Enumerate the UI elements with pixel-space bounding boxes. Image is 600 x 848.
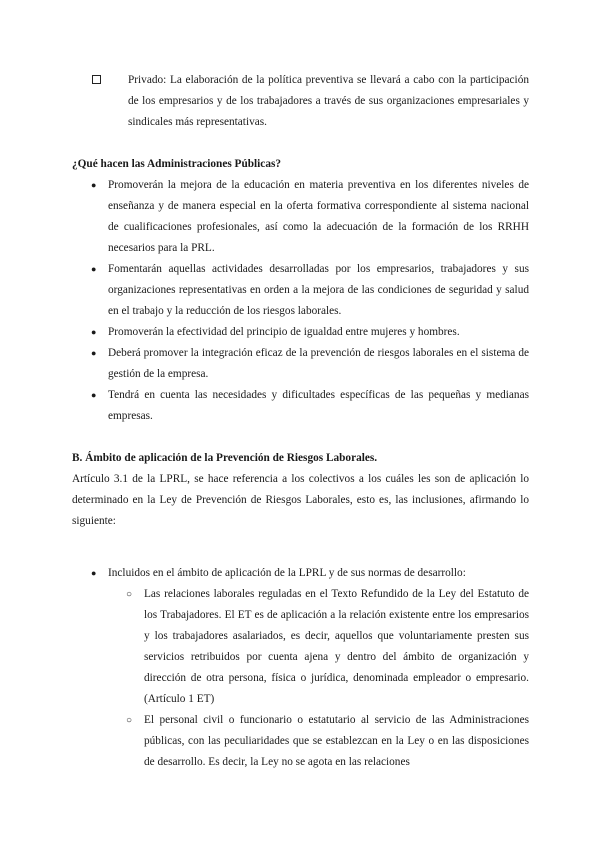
- section-heading-admin: ¿Qué hacen las Administraciones Públicas?: [72, 158, 282, 170]
- document-body: [72, 70, 529, 773]
- sub-list-item: ○ El personal civil o funcionario o estatutario al servicio de las Administraciones públicas, con las peculiaridades que se establezcan en la Ley o en las disposiciones de desarrollo. Es decir, la Ley no se agota en las relaciones: [108, 710, 529, 773]
- scope-paragraph: Artículo 3.1 de la LPRL, se hace referencia a los colectivos a los cuáles les son de aplicación lo determinado en la Ley de Prevención de Riesgos Laborales, esto es, las inclusiones, afirmando lo siguiente:: [72, 473, 529, 527]
- scope-bullet-list: [72, 563, 529, 584]
- section-heading-scope: B. Ámbito de aplicación de la Prevención de Riesgos Laborales.: [72, 452, 378, 464]
- checkbox-item: [92, 70, 529, 133]
- scope-sub-list: [72, 584, 529, 773]
- list-item: ● Deberá promover la integración eficaz de la prevención de riesgos laborales en el sistema de gestión de la empresa.: [72, 343, 529, 385]
- checkbox-text: Privado: La elaboración de la política preventiva se llevará a cabo con la participación de los empresarios y de los trabajadores a través de sus organizaciones empresariales y sindicales más representativas.: [128, 74, 529, 128]
- bullet-icon: ●: [91, 390, 97, 400]
- bullet-icon: ●: [91, 180, 97, 190]
- admin-bullet-list: [72, 175, 529, 427]
- list-item: ● Promoverán la efectividad del principio de igualdad entre mujeres y hombres.: [72, 322, 529, 343]
- sub-list-item: ○ Las relaciones laborales reguladas en el Texto Refundido de la Ley del Estatuto de los Trabajadores. El ET es de aplicación a la relación existente entre los empresarios y los trabajadores asalariados, es decir, aquellos que voluntariamente presten sus servicios retribuidos por cuenta ajena y dentro del ámbito de organización y dirección de otra persona, física o jurídica, denominada empleador o empresario. (Artículo 1 ET): [108, 584, 529, 710]
- circle-bullet-icon: ○: [126, 715, 133, 726]
- bullet-icon: ●: [91, 327, 97, 337]
- bullet-icon: ●: [91, 264, 97, 274]
- list-item: ● Incluidos en el ámbito de aplicación de la LPRL y de sus normas de desarrollo:: [72, 563, 529, 584]
- checkbox-icon[interactable]: [92, 75, 101, 84]
- list-item: ● Fomentarán aquellas actividades desarrolladas por los empresarios, trabajadores y sus organizaciones representativas en orden a la mejora de las condiciones de seguridad y salud en el trabajo y la reducción de los riesgos laborales.: [72, 259, 529, 322]
- circle-bullet-icon: ○: [126, 589, 133, 600]
- bullet-icon: ●: [91, 348, 97, 358]
- list-item: ● Promoverán la mejora de la educación en materia preventiva en los diferentes niveles de enseñanza y de manera especial en la oferta formativa correspondiente al sistema nacional de cualificaciones profesionales, así como la adecuación de la formación de los RRHH necesarios para la PRL.: [72, 175, 529, 259]
- bullet-icon: ●: [91, 568, 97, 578]
- list-item: ● Tendrá en cuenta las necesidades y dificultades específicas de las pequeñas y medianas empresas.: [72, 385, 529, 427]
